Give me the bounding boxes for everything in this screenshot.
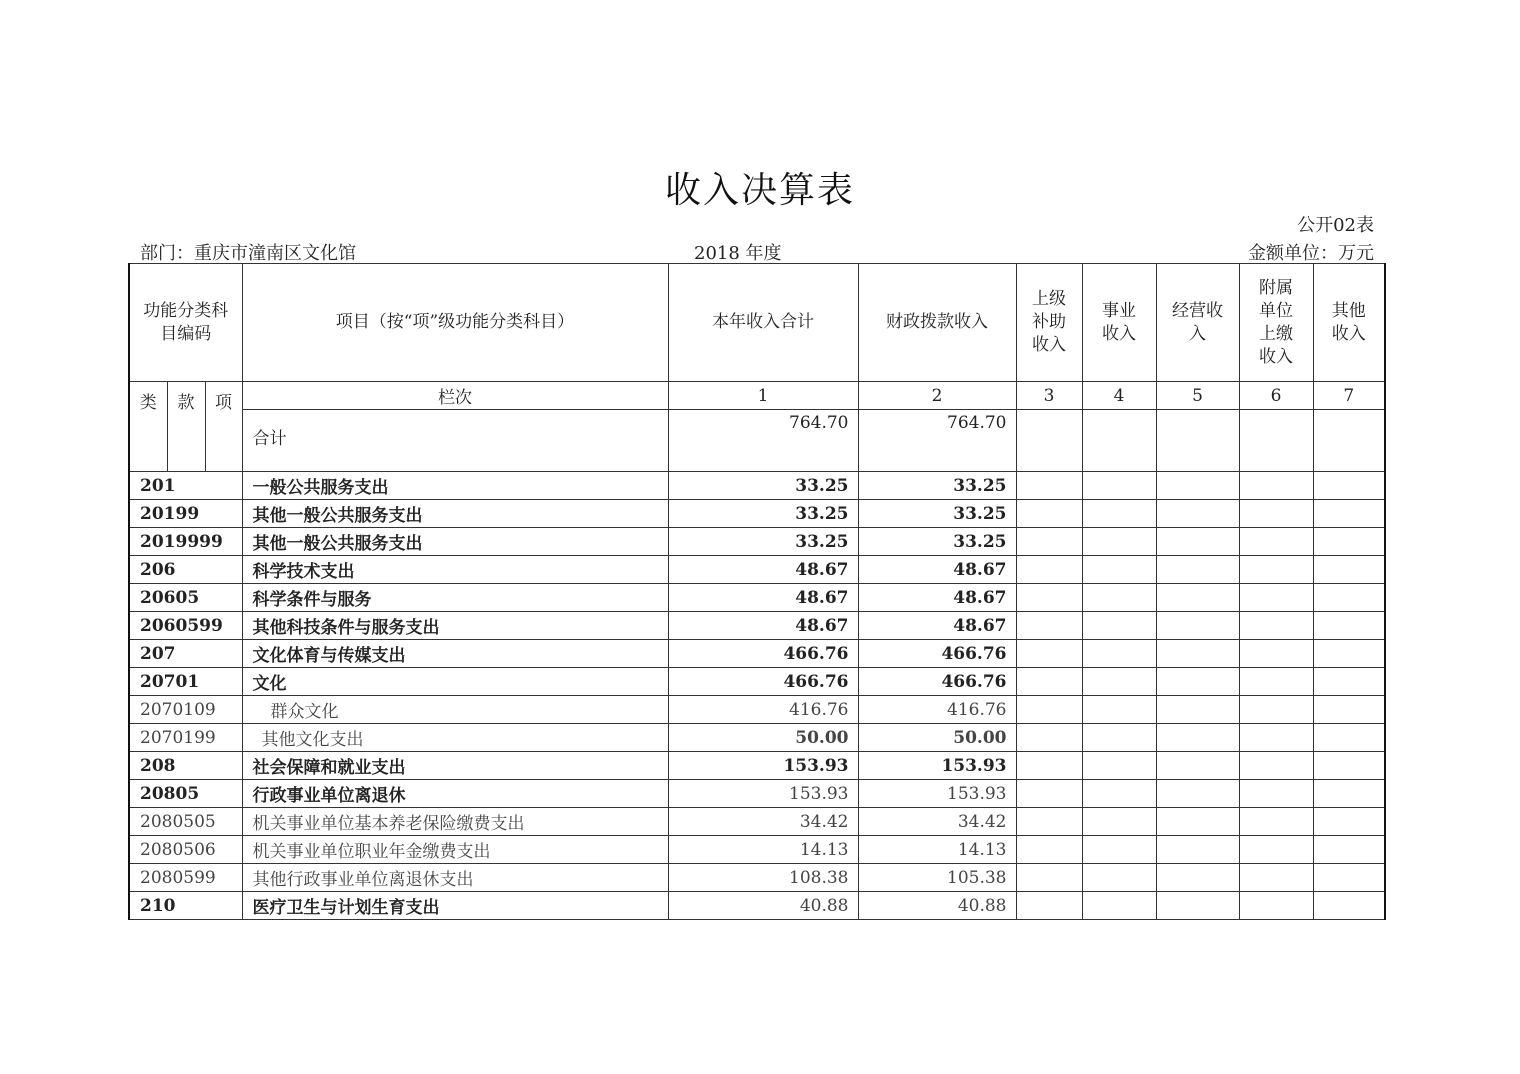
- row-fiscal: 466.76: [858, 668, 1016, 696]
- row-code: 20805: [129, 780, 242, 808]
- table-row: [129, 668, 1385, 696]
- table-row: [129, 780, 1385, 808]
- row-total: 33.25: [668, 472, 858, 500]
- total-label: 合计: [242, 410, 668, 472]
- col-number: 7: [1313, 382, 1385, 410]
- row-name: 机关事业单位基本养老保险缴费支出: [242, 808, 668, 836]
- row-total: 40.88: [668, 892, 858, 920]
- table-row: [129, 584, 1385, 612]
- fiscal-year: 2018 年度: [694, 243, 782, 264]
- table-row: [129, 612, 1385, 640]
- column-label: 栏次: [242, 382, 668, 410]
- total-row: [129, 410, 1385, 472]
- row-name: 科学技术支出: [242, 556, 668, 584]
- row-fiscal: 33.25: [858, 500, 1016, 528]
- header-superior: 上级补助收入: [1016, 264, 1082, 382]
- row-name: 其他一般公共服务支出: [242, 500, 668, 528]
- row-name: 群众文化: [242, 696, 668, 724]
- row-total: 34.42: [668, 808, 858, 836]
- table-row: [129, 724, 1385, 752]
- header-kuan: 款: [167, 382, 205, 472]
- col-number: 4: [1082, 382, 1156, 410]
- row-fiscal: 48.67: [858, 556, 1016, 584]
- row-total: 50.00: [668, 724, 858, 752]
- row-code: 201: [129, 472, 242, 500]
- header-career: 事业收入: [1082, 264, 1156, 382]
- row-total: 466.76: [668, 640, 858, 668]
- table-number: 公开02表: [1297, 215, 1374, 236]
- row-code: 20605: [129, 584, 242, 612]
- page-title: 收入决算表: [664, 170, 855, 211]
- row-name: 机关事业单位职业年金缴费支出: [242, 836, 668, 864]
- row-fiscal: 416.76: [858, 696, 1016, 724]
- header-code: 功能分类科目编码: [129, 264, 242, 382]
- row-name: 文化体育与传媒支出: [242, 640, 668, 668]
- table-row: [129, 864, 1385, 892]
- row-name: 其他行政事业单位离退休支出: [242, 864, 668, 892]
- table-row: [129, 808, 1385, 836]
- row-total: 14.13: [668, 836, 858, 864]
- header-total: 本年收入合计: [668, 264, 858, 382]
- row-name: 文化: [242, 668, 668, 696]
- table-row: [129, 500, 1385, 528]
- row-fiscal: 33.25: [858, 528, 1016, 556]
- header-business: 经营收入: [1156, 264, 1239, 382]
- row-code: 2060599: [129, 612, 242, 640]
- row-code: 2080506: [129, 836, 242, 864]
- row-total: 33.25: [668, 500, 858, 528]
- row-code: 2019999: [129, 528, 242, 556]
- table-row: [129, 892, 1385, 920]
- table-row: [129, 696, 1385, 724]
- row-code: 208: [129, 752, 242, 780]
- row-total: 33.25: [668, 528, 858, 556]
- row-fiscal: 48.67: [858, 584, 1016, 612]
- row-fiscal: 466.76: [858, 640, 1016, 668]
- row-total: 48.67: [668, 612, 858, 640]
- row-code: 2080599: [129, 864, 242, 892]
- row-name: 科学条件与服务: [242, 584, 668, 612]
- row-total: 153.93: [668, 780, 858, 808]
- row-fiscal: 14.13: [858, 836, 1016, 864]
- total-fiscal: 764.70: [858, 410, 1016, 472]
- row-code: 2080505: [129, 808, 242, 836]
- row-name: 其他科技条件与服务支出: [242, 612, 668, 640]
- row-total: 416.76: [668, 696, 858, 724]
- col-number: 1: [668, 382, 858, 410]
- row-name: 其他一般公共服务支出: [242, 528, 668, 556]
- row-fiscal: 48.67: [858, 612, 1016, 640]
- row-total: 48.67: [668, 556, 858, 584]
- header-other: 其他收入: [1313, 264, 1385, 382]
- income-table: [128, 263, 1386, 920]
- row-name: 行政事业单位离退休: [242, 780, 668, 808]
- row-name: 一般公共服务支出: [242, 472, 668, 500]
- row-code: 206: [129, 556, 242, 584]
- department-label: 部门：重庆市潼南区文化馆: [140, 243, 356, 264]
- total-income: 764.70: [668, 410, 858, 472]
- row-total: 108.38: [668, 864, 858, 892]
- col-number: 3: [1016, 382, 1082, 410]
- table-row: [129, 752, 1385, 780]
- header-fiscal: 财政拨款收入: [858, 264, 1016, 382]
- row-name: 其他文化支出: [242, 724, 668, 752]
- col-number: 5: [1156, 382, 1239, 410]
- table-row: [129, 528, 1385, 556]
- row-code: 2070109: [129, 696, 242, 724]
- row-fiscal: 40.88: [858, 892, 1016, 920]
- header-lei: 类: [129, 382, 167, 472]
- header-item: 项目（按“项”级功能分类科目）: [242, 264, 668, 382]
- row-code: 20701: [129, 668, 242, 696]
- row-fiscal: 50.00: [858, 724, 1016, 752]
- col-number: 2: [858, 382, 1016, 410]
- row-code: 2070199: [129, 724, 242, 752]
- row-total: 153.93: [668, 752, 858, 780]
- row-total: 466.76: [668, 668, 858, 696]
- column-number-row: [129, 382, 1385, 410]
- header-row: [129, 264, 1385, 382]
- table-row: [129, 836, 1385, 864]
- table-row: [129, 472, 1385, 500]
- row-code: 20199: [129, 500, 242, 528]
- header-xiang: 项: [205, 382, 242, 472]
- header-affiliated: 附属单位上缴收入: [1239, 264, 1313, 382]
- row-code: 207: [129, 640, 242, 668]
- row-fiscal: 153.93: [858, 780, 1016, 808]
- table-row: [129, 640, 1385, 668]
- amount-unit: 金额单位：万元: [1248, 243, 1374, 264]
- row-fiscal: 33.25: [858, 472, 1016, 500]
- col-number: 6: [1239, 382, 1313, 410]
- row-fiscal: 105.38: [858, 864, 1016, 892]
- row-fiscal: 153.93: [858, 752, 1016, 780]
- table-row: [129, 556, 1385, 584]
- row-name: 医疗卫生与计划生育支出: [242, 892, 668, 920]
- row-name: 社会保障和就业支出: [242, 752, 668, 780]
- row-code: 210: [129, 892, 242, 920]
- row-fiscal: 34.42: [858, 808, 1016, 836]
- row-total: 48.67: [668, 584, 858, 612]
